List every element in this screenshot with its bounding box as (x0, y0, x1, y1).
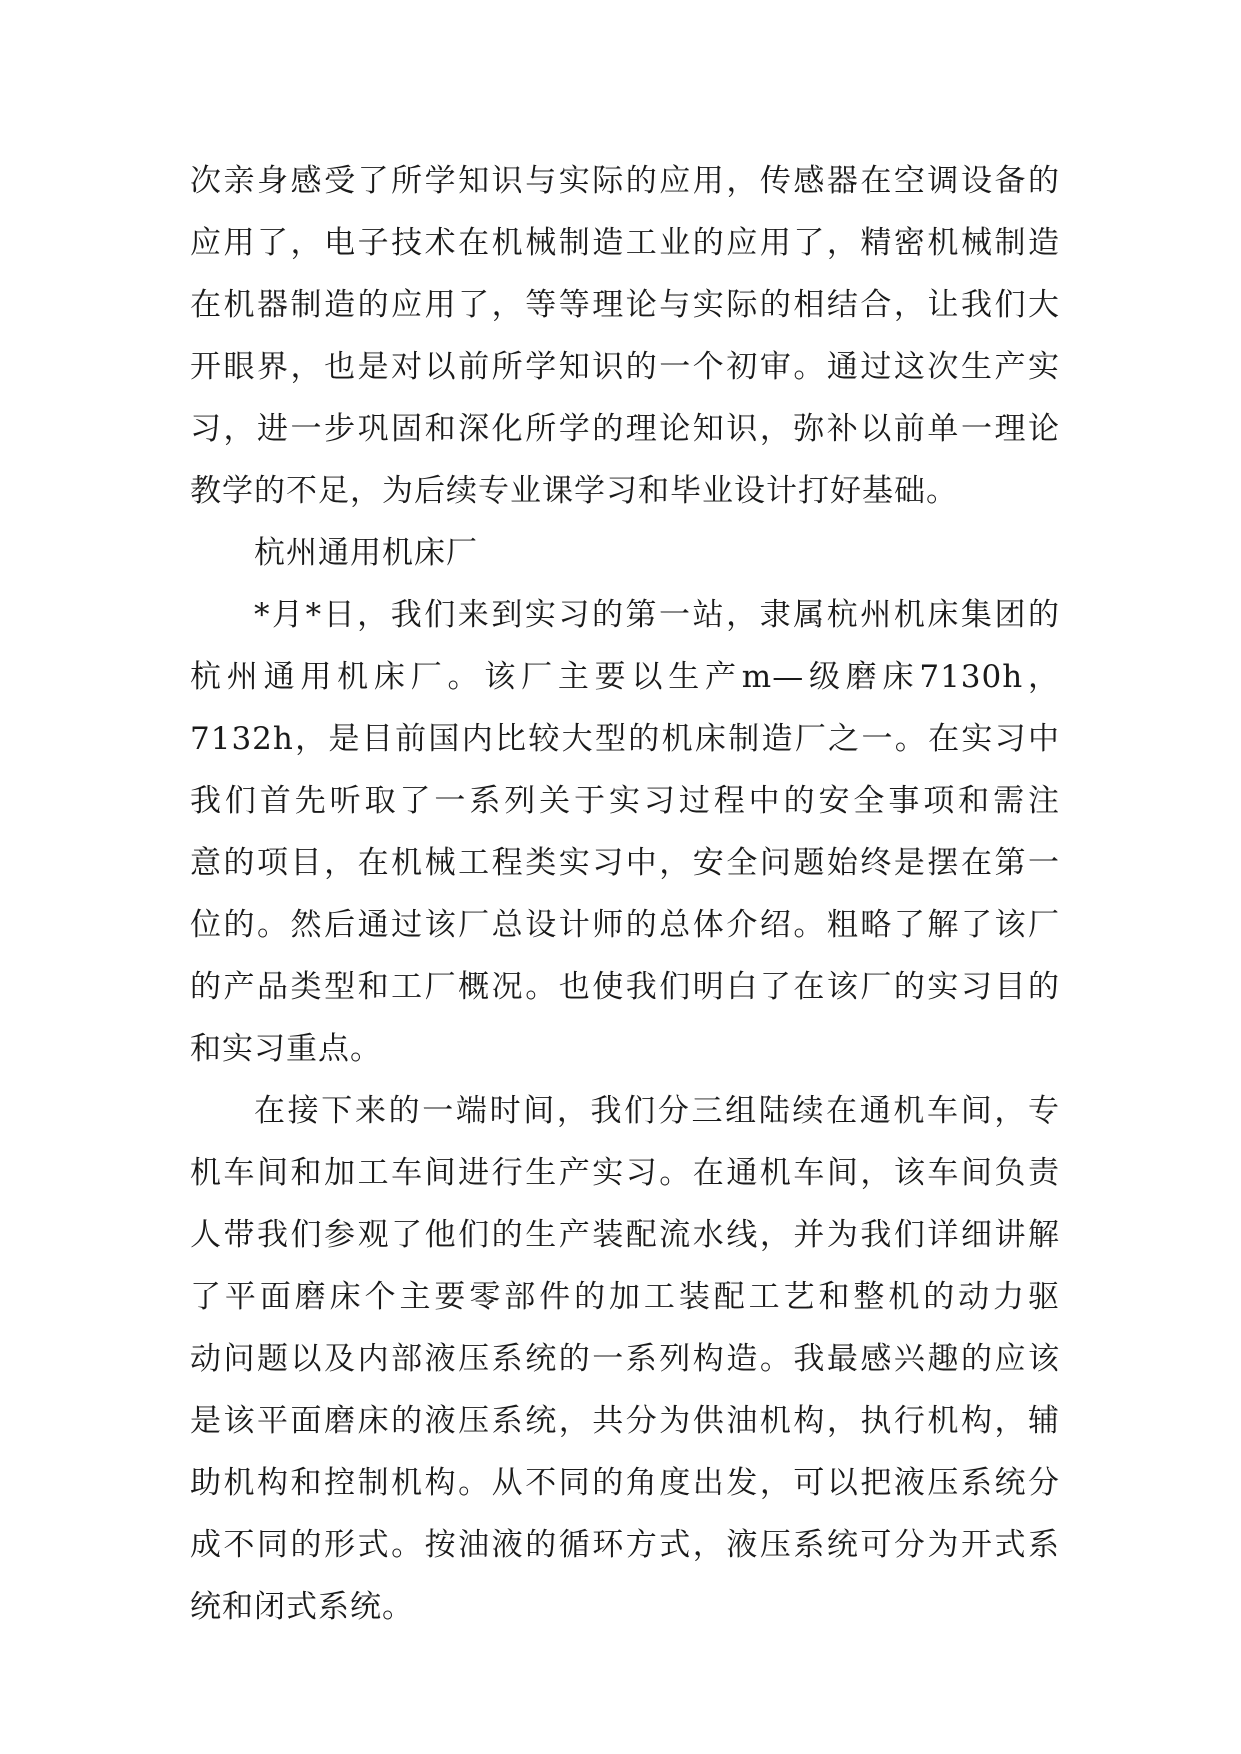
paragraph-line: 应用了，电子技术在机械制造工业的应用了，精密机械制造 (190, 225, 1060, 261)
paragraph-line: 在接下来的一端时间，我们分三组陆续在通机车间，专 (254, 1093, 1060, 1129)
document-body (190, 150, 1060, 1638)
paragraph-line: 习，进一步巩固和深化所学的理论知识，弥补以前单一理论 (190, 411, 1060, 447)
paragraph-line: 统和闭式系统。 (190, 1589, 414, 1625)
paragraph-line: *月*日，我们来到实习的第一站，隶属杭州机床集团的 (254, 597, 1060, 633)
paragraph-line: 人带我们参观了他们的生产装配流水线，并为我们详细讲解 (190, 1217, 1060, 1253)
paragraph-line: 的产品类型和工厂概况。也使我们明白了在该厂的实习目的 (190, 969, 1060, 1005)
paragraph-line: 在机器制造的应用了，等等理论与实际的相结合，让我们大 (190, 287, 1060, 323)
paragraph-line: 位的。然后通过该厂总设计师的总体介绍。粗略了解了该厂 (190, 907, 1060, 943)
paragraph-line: 是该平面磨床的液压系统，共分为供油机构，执行机构，辅 (190, 1403, 1060, 1439)
paragraph-line: 机车间和加工车间进行生产实习。在通机车间，该车间负责 (190, 1155, 1060, 1191)
paragraph-line: 助机构和控制机构。从不同的角度出发，可以把液压系统分 (190, 1465, 1060, 1501)
paragraph-line: 杭州通用机床厂。该厂主要以生产m—级磨床7130h， (190, 659, 1060, 695)
paragraph-line: 7132h，是目前国内比较大型的机床制造厂之一。在实习中 (190, 721, 1060, 757)
paragraph-line: 我们首先听取了一系列关于实习过程中的安全事项和需注 (190, 783, 1060, 819)
paragraph-1 (190, 150, 1060, 522)
section-heading-text: 杭州通用机床厂 (254, 535, 478, 571)
paragraph-4 (190, 1080, 1060, 1638)
paragraph-line: 意的项目，在机械工程类实习中，安全问题始终是摆在第一 (190, 845, 1060, 881)
paragraph-line: 了平面磨床个主要零部件的加工装配工艺和整机的动力驱 (190, 1279, 1060, 1315)
paragraph-line: 成不同的形式。按油液的循环方式，液压系统可分为开式系 (190, 1527, 1060, 1563)
paragraph-line: 次亲身感受了所学知识与实际的应用，传感器在空调设备的 (190, 163, 1060, 199)
paragraph-line: 和实习重点。 (190, 1031, 382, 1067)
paragraph-line: 开眼界，也是对以前所学知识的一个初审。通过这次生产实 (190, 349, 1060, 385)
paragraph-line: 教学的不足，为后续专业课学习和毕业设计打好基础。 (190, 473, 958, 509)
paragraph-3 (190, 584, 1060, 1080)
paragraph-line: 动问题以及内部液压系统的一系列构造。我最感兴趣的应该 (190, 1341, 1060, 1377)
section-heading (190, 522, 1060, 584)
